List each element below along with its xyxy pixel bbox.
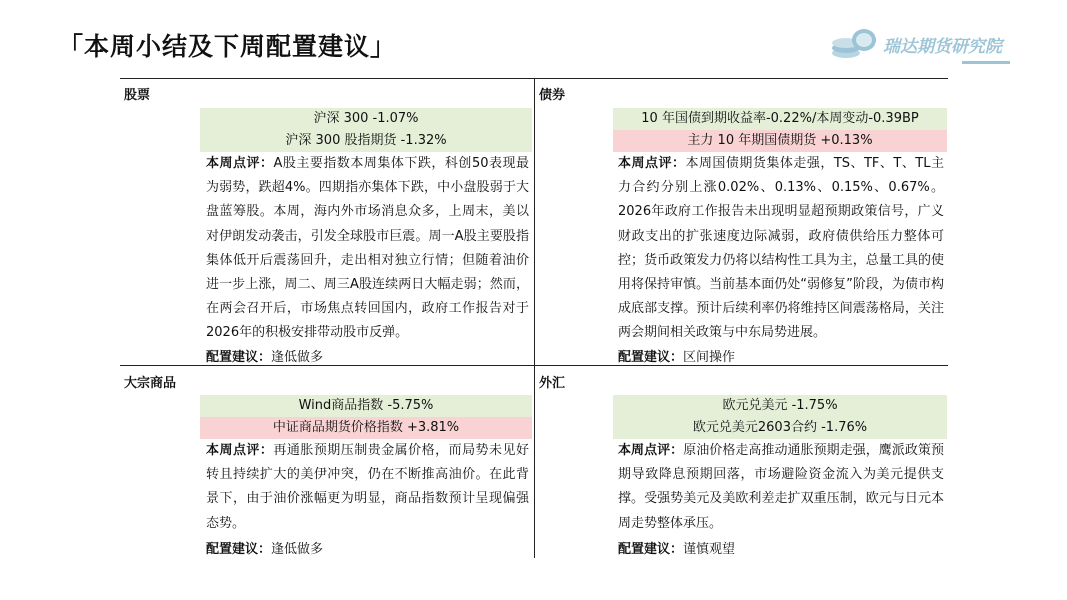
bonds-rec-label: 配置建议： xyxy=(618,350,684,365)
bonds-indicator-2: 主力 10 年期国债期货 +0.13% xyxy=(613,130,947,152)
stocks-rec-value: 逢低做多 xyxy=(271,350,324,365)
fx-recommendation xyxy=(618,538,735,557)
company-logo xyxy=(828,22,1014,68)
fx-review-label: 本周点评： xyxy=(618,443,684,458)
section-fx-title: 外汇 xyxy=(539,376,566,391)
bonds-review-label: 本周点评： xyxy=(618,156,686,171)
commodities-recommendation xyxy=(206,538,323,557)
commodities-review-text: 再通胀预期压制贵金属价格，而局势未见好转且持续扩大的美伊冲突，仍在不断推高油价。在此背景下，由于油价涨幅更为明显，商品指数预计呈现偏强态势。 xyxy=(206,443,529,531)
page-title: 「本周小结及下周配置建议」 xyxy=(58,32,397,61)
table-column-divider xyxy=(534,79,535,558)
bonds-recommendation xyxy=(618,346,735,365)
coin-stack-icon xyxy=(830,26,880,60)
fx-indicator-1: 欧元兑美元 -1.75% xyxy=(613,395,947,417)
stocks-recommendation xyxy=(206,346,323,365)
fx-rec-value: 谨慎观望 xyxy=(683,542,736,557)
bonds-review xyxy=(618,152,944,346)
commodities-indicator-2: 中证商品期货价格指数 +3.81% xyxy=(200,417,532,439)
bonds-rec-value: 区间操作 xyxy=(683,350,736,365)
stocks-review-text: A股主要指数本周集体下跌，科创50表现最为弱势，跌超4%。四期指亦集体下跌，中小盘股弱于大盘蓝筹股。本周，海内外市场消息众多，上周末，美以对伊朗发动袭击，引发全球股市巨震。周一A股主要股指集体低开后震荡回升，走出相对独立行情；但随着油价进一步上涨，周二、周三A股连续两日大幅走弱；然而，在两会召开后，市场焦点转回国内，政府工作报告对于2026年的积极安排带动股市反弹。 xyxy=(206,156,529,341)
stocks-review-label: 本周点评： xyxy=(206,156,274,171)
commodities-review xyxy=(206,439,529,536)
bonds-indicator-1: 10 年国债到期收益率-0.22%/本周变动-0.39BP xyxy=(613,108,947,130)
section-stocks-title: 股票 xyxy=(124,88,151,103)
stocks-indicator-2: 沪深 300 股指期货 -1.32% xyxy=(200,130,532,152)
fx-rec-label: 配置建议： xyxy=(618,542,684,557)
bonds-review-text: 本周国债期货集体走强，TS、TF、T、TL主力合约分别上涨0.02%、0.13%、0.15%、0.67%。2026年政府工作报告未出现明显超预期政策信号，广义财政支出的扩张速度边际减弱，政府债供给压力整体可控；货币政策发力仍将以结构性工具为主，总量工具的使用将保持审慎。当前基本面仍处“弱修复”阶段，为债市构成底部支撑。预计后续利率仍将维持区间震荡格局，关注两会期间相关政策与中东局势进展。 xyxy=(618,156,944,341)
logo-text: 瑞达期货研究院 xyxy=(883,37,1002,57)
section-bonds-title: 债券 xyxy=(539,88,566,103)
section-commodities-title: 大宗商品 xyxy=(124,376,177,391)
logo-underline xyxy=(962,61,1010,64)
fx-review xyxy=(618,439,944,536)
commodities-rec-value: 逢低做多 xyxy=(271,542,324,557)
stocks-rec-label: 配置建议： xyxy=(206,350,272,365)
fx-indicator-2: 欧元兑美元2603合约 -1.76% xyxy=(613,417,947,439)
commodities-rec-label: 配置建议： xyxy=(206,542,272,557)
stocks-review xyxy=(206,152,529,346)
commodities-review-label: 本周点评： xyxy=(206,443,274,458)
commodities-indicator-1: Wind商品指数 -5.75% xyxy=(200,395,532,417)
stocks-indicator-1: 沪深 300 -1.07% xyxy=(200,108,532,130)
fx-review-text: 原油价格走高推动通胀预期走强，鹰派政策预期导致降息预期回落，市场避险资金流入为美元提供支撑。受强势美元及美欧利差走扩双重压制，欧元与日元本周走势整体承压。 xyxy=(618,443,944,531)
